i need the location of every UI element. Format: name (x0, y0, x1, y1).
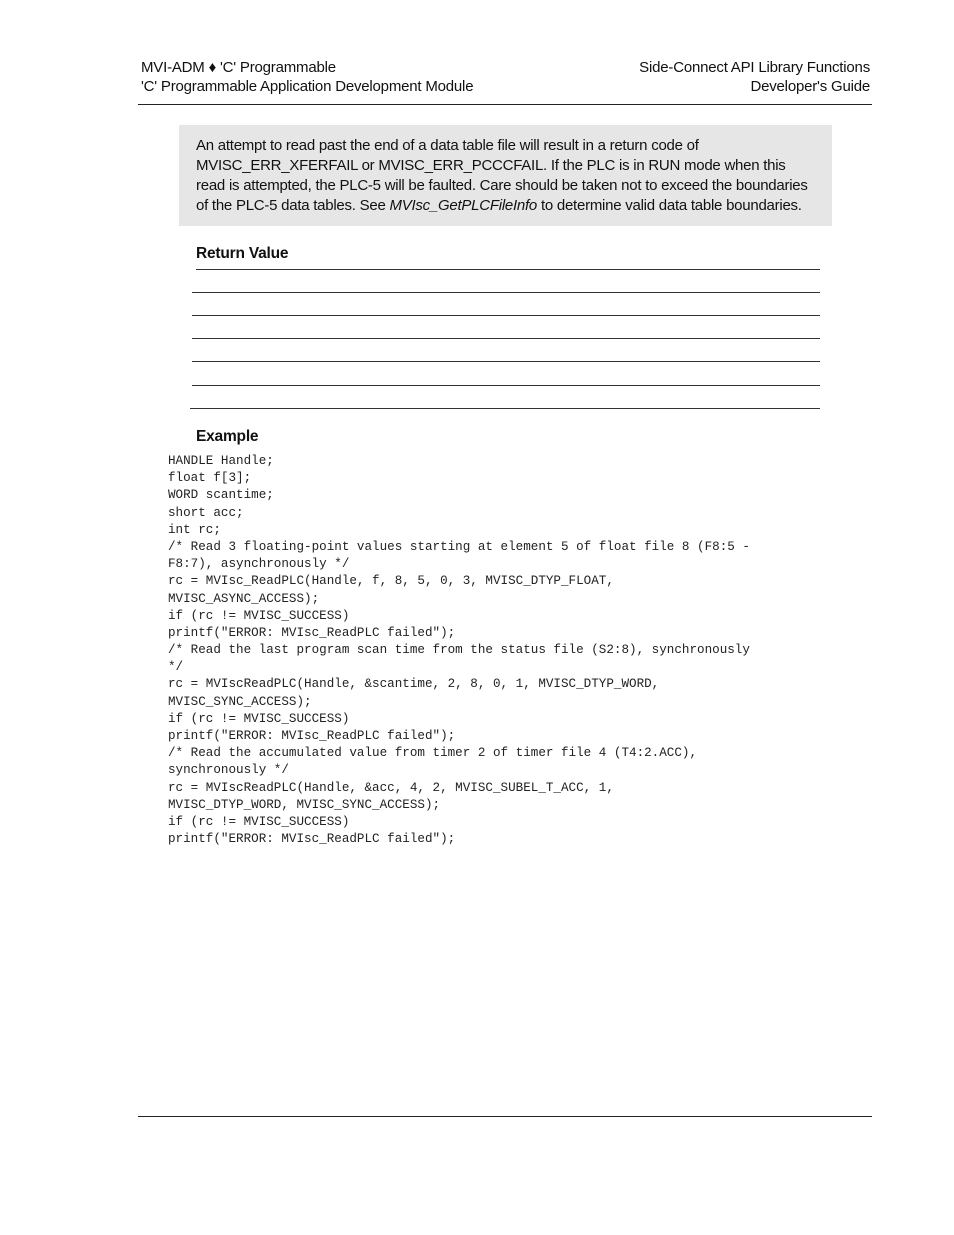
code-line: short acc; (168, 505, 244, 520)
warning-note-box (179, 125, 832, 226)
example-heading: Example (196, 428, 259, 445)
code-line: if (rc != MVISC_SUCCESS) (168, 814, 350, 829)
code-line: if (rc != MVISC_SUCCESS) (168, 711, 350, 726)
code-line: MVISC_SYNC_ACCESS); (168, 694, 312, 709)
header-section-title: Side-Connect API Library Functions (639, 59, 870, 76)
header-product-title: MVI-ADM ♦ 'C' Programmable (141, 59, 336, 76)
header-guide-title: Developer's Guide (750, 78, 870, 95)
code-line: rc = MVIscReadPLC(Handle, &acc, 4, 2, MVISC_SUBEL_T_ACC, 1, (168, 780, 614, 795)
return-value-heading: Return Value (196, 245, 289, 262)
table-rule (190, 408, 820, 409)
code-line: printf("ERROR: MVIsc_ReadPLC failed"); (168, 729, 456, 743)
table-rule (192, 361, 820, 362)
code-line: HANDLE Handle; (168, 454, 274, 468)
code-line: MVISC_DTYP_WORD, MVISC_SYNC_ACCESS); (168, 797, 441, 812)
code-line: /* Read the last program scan time from the status file (S2:8), synchronously (168, 643, 750, 658)
code-line: int rc; (168, 522, 221, 537)
note-text-after: to determine valid data table boundaries. (537, 197, 802, 214)
note-text-before: An attempt to read past the end of a data table file will result in a return code of MVISC_ERR_XFERFAIL or MVISC_ERR_PCCCFAIL. If the PLC is in RUN mode when this read is attempted, the PLC-5 will be faulted. Care should be taken not to exceed the boundaries of the PLC-5 data tables. See (196, 137, 808, 214)
table-rule (192, 385, 820, 386)
code-line: MVISC_ASYNC_ACCESS); (168, 591, 320, 606)
code-line: /* Read 3 floating-point values starting at element 5 of float file 8 (F8:5 - (168, 539, 750, 554)
code-line: WORD scantime; (168, 488, 274, 503)
table-rule (192, 338, 820, 339)
table-rule (192, 315, 820, 316)
code-line: rc = MVIsc_ReadPLC(Handle, f, 8, 5, 0, 3, MVISC_DTYP_FLOAT, (168, 574, 614, 589)
code-line: if (rc != MVISC_SUCCESS) (168, 608, 350, 623)
page-header-right (639, 58, 870, 96)
code-line: F8:7), asynchronously */ (168, 557, 350, 572)
code-line: */ (168, 660, 184, 675)
code-line: rc = MVIscReadPLC(Handle, &scantime, 2, 8, 0, 1, MVISC_DTYP_WORD, (168, 677, 660, 692)
table-rule (196, 269, 820, 270)
page-header-left (141, 58, 473, 96)
example-code-block (168, 453, 828, 848)
code-line: printf("ERROR: MVIsc_ReadPLC failed"); (168, 625, 456, 640)
code-line: synchronously */ (168, 763, 289, 778)
table-rule (192, 292, 820, 293)
note-function-reference: MVIsc_GetPLCFileInfo (389, 197, 538, 214)
footer-divider (138, 1116, 872, 1117)
code-line: float f[3]; (168, 471, 252, 486)
code-line: /* Read the accumulated value from timer 2 of timer file 4 (T4:2.ACC), (168, 746, 698, 761)
header-product-subtitle: 'C' Programmable Application Development Module (141, 78, 474, 95)
header-divider (138, 104, 872, 105)
code-line: printf("ERROR: MVIsc_ReadPLC failed"); (168, 832, 456, 847)
